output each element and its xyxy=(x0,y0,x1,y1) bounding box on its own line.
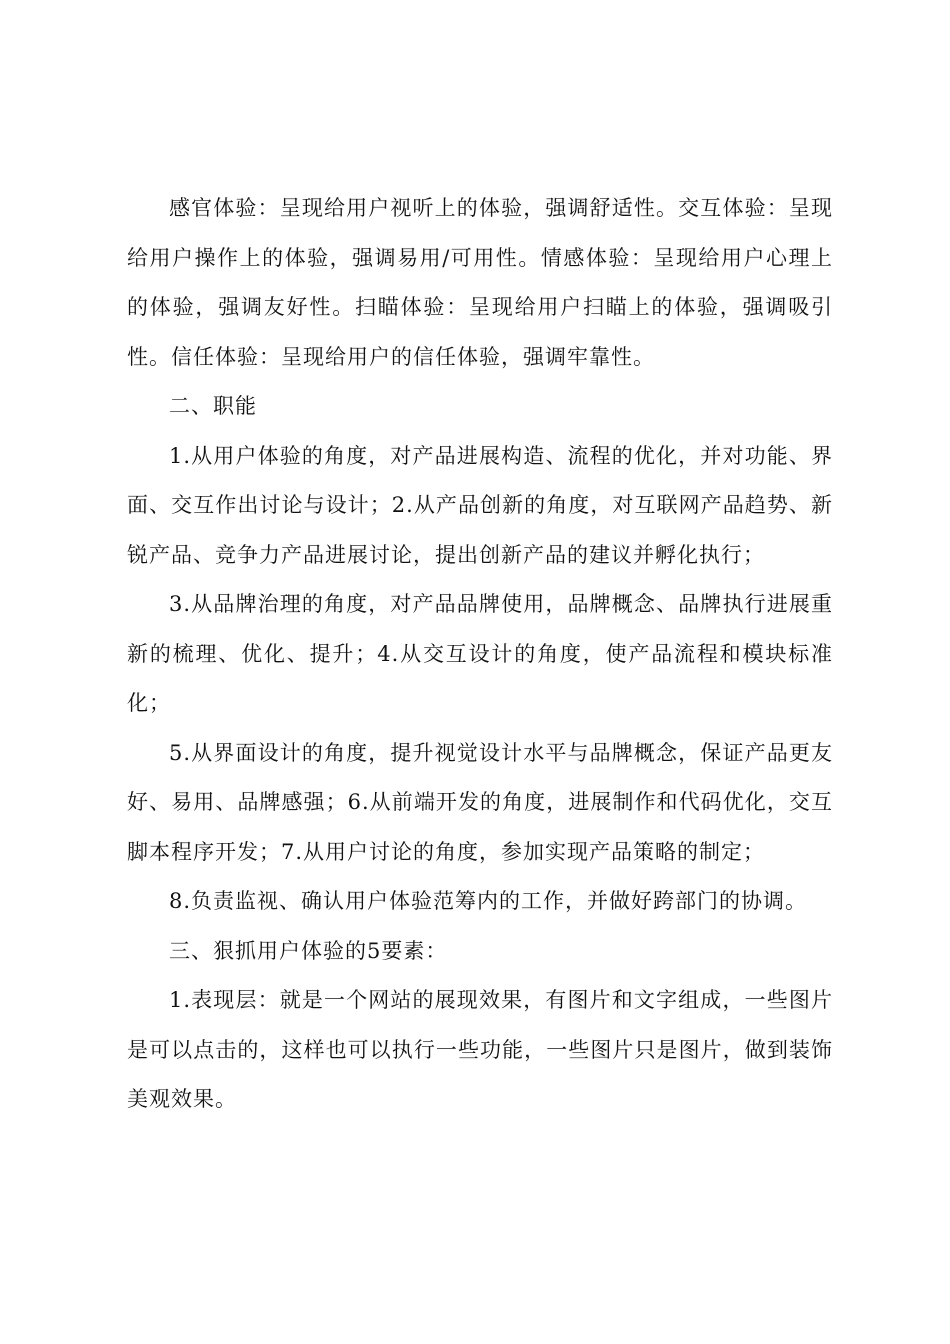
heading-functions: 二、职能 xyxy=(169,394,257,418)
document-body xyxy=(127,184,833,1125)
paragraph-function-5-7: 5.从界面设计的角度，提升视觉设计水平与品牌概念，保证产品更友好、易用、品牌感强；6.从前端开发的角度，进展制作和代码优化，交互脚本程序开发；7.从用户讨论的角度，参加实现产品策略的制定； xyxy=(127,740,833,864)
paragraph-function-8: 8.负责监视、确认用户体验范筹内的工作，并做好跨部门的协调。 xyxy=(169,889,808,913)
paragraph-function-1-2: 1.从用户体验的角度，对产品进展构造、流程的优化，并对功能、界面、交互作出讨论与设计；2.从产品创新的角度，对互联网产品趋势、新锐产品、竞争力产品进展讨论，提出创新产品的建议并孵化执行； xyxy=(127,443,833,567)
paragraph-function-3-4: 3.从品牌治理的角度，对产品品牌使用，品牌概念、品牌执行进展重新的梳理、优化、提升；4.从交互设计的角度，使产品流程和模块标准化； xyxy=(127,592,833,715)
paragraph-presentation-layer: 1.表现层：就是一个网站的展现效果，有图片和文字组成，一些图片是可以点击的，这样也可以执行一些功能，一些图片只是图片，做到装饰美观效果。 xyxy=(127,988,833,1111)
paragraph-sensory-experience: 感官体验：呈现给用户视听上的体验，强调舒适性。交互体验：呈现给用户操作上的体验，强调易用/可用性。情感体验：呈现给用户心理上的体验，强调友好性。扫瞄体验：呈现给用户扫瞄上的体验，强调吸引性。信任体验：呈现给用户的信任体验，强调牢靠性。 xyxy=(127,196,833,369)
heading-five-elements: 三、狠抓用户体验的5要素： xyxy=(169,938,448,963)
